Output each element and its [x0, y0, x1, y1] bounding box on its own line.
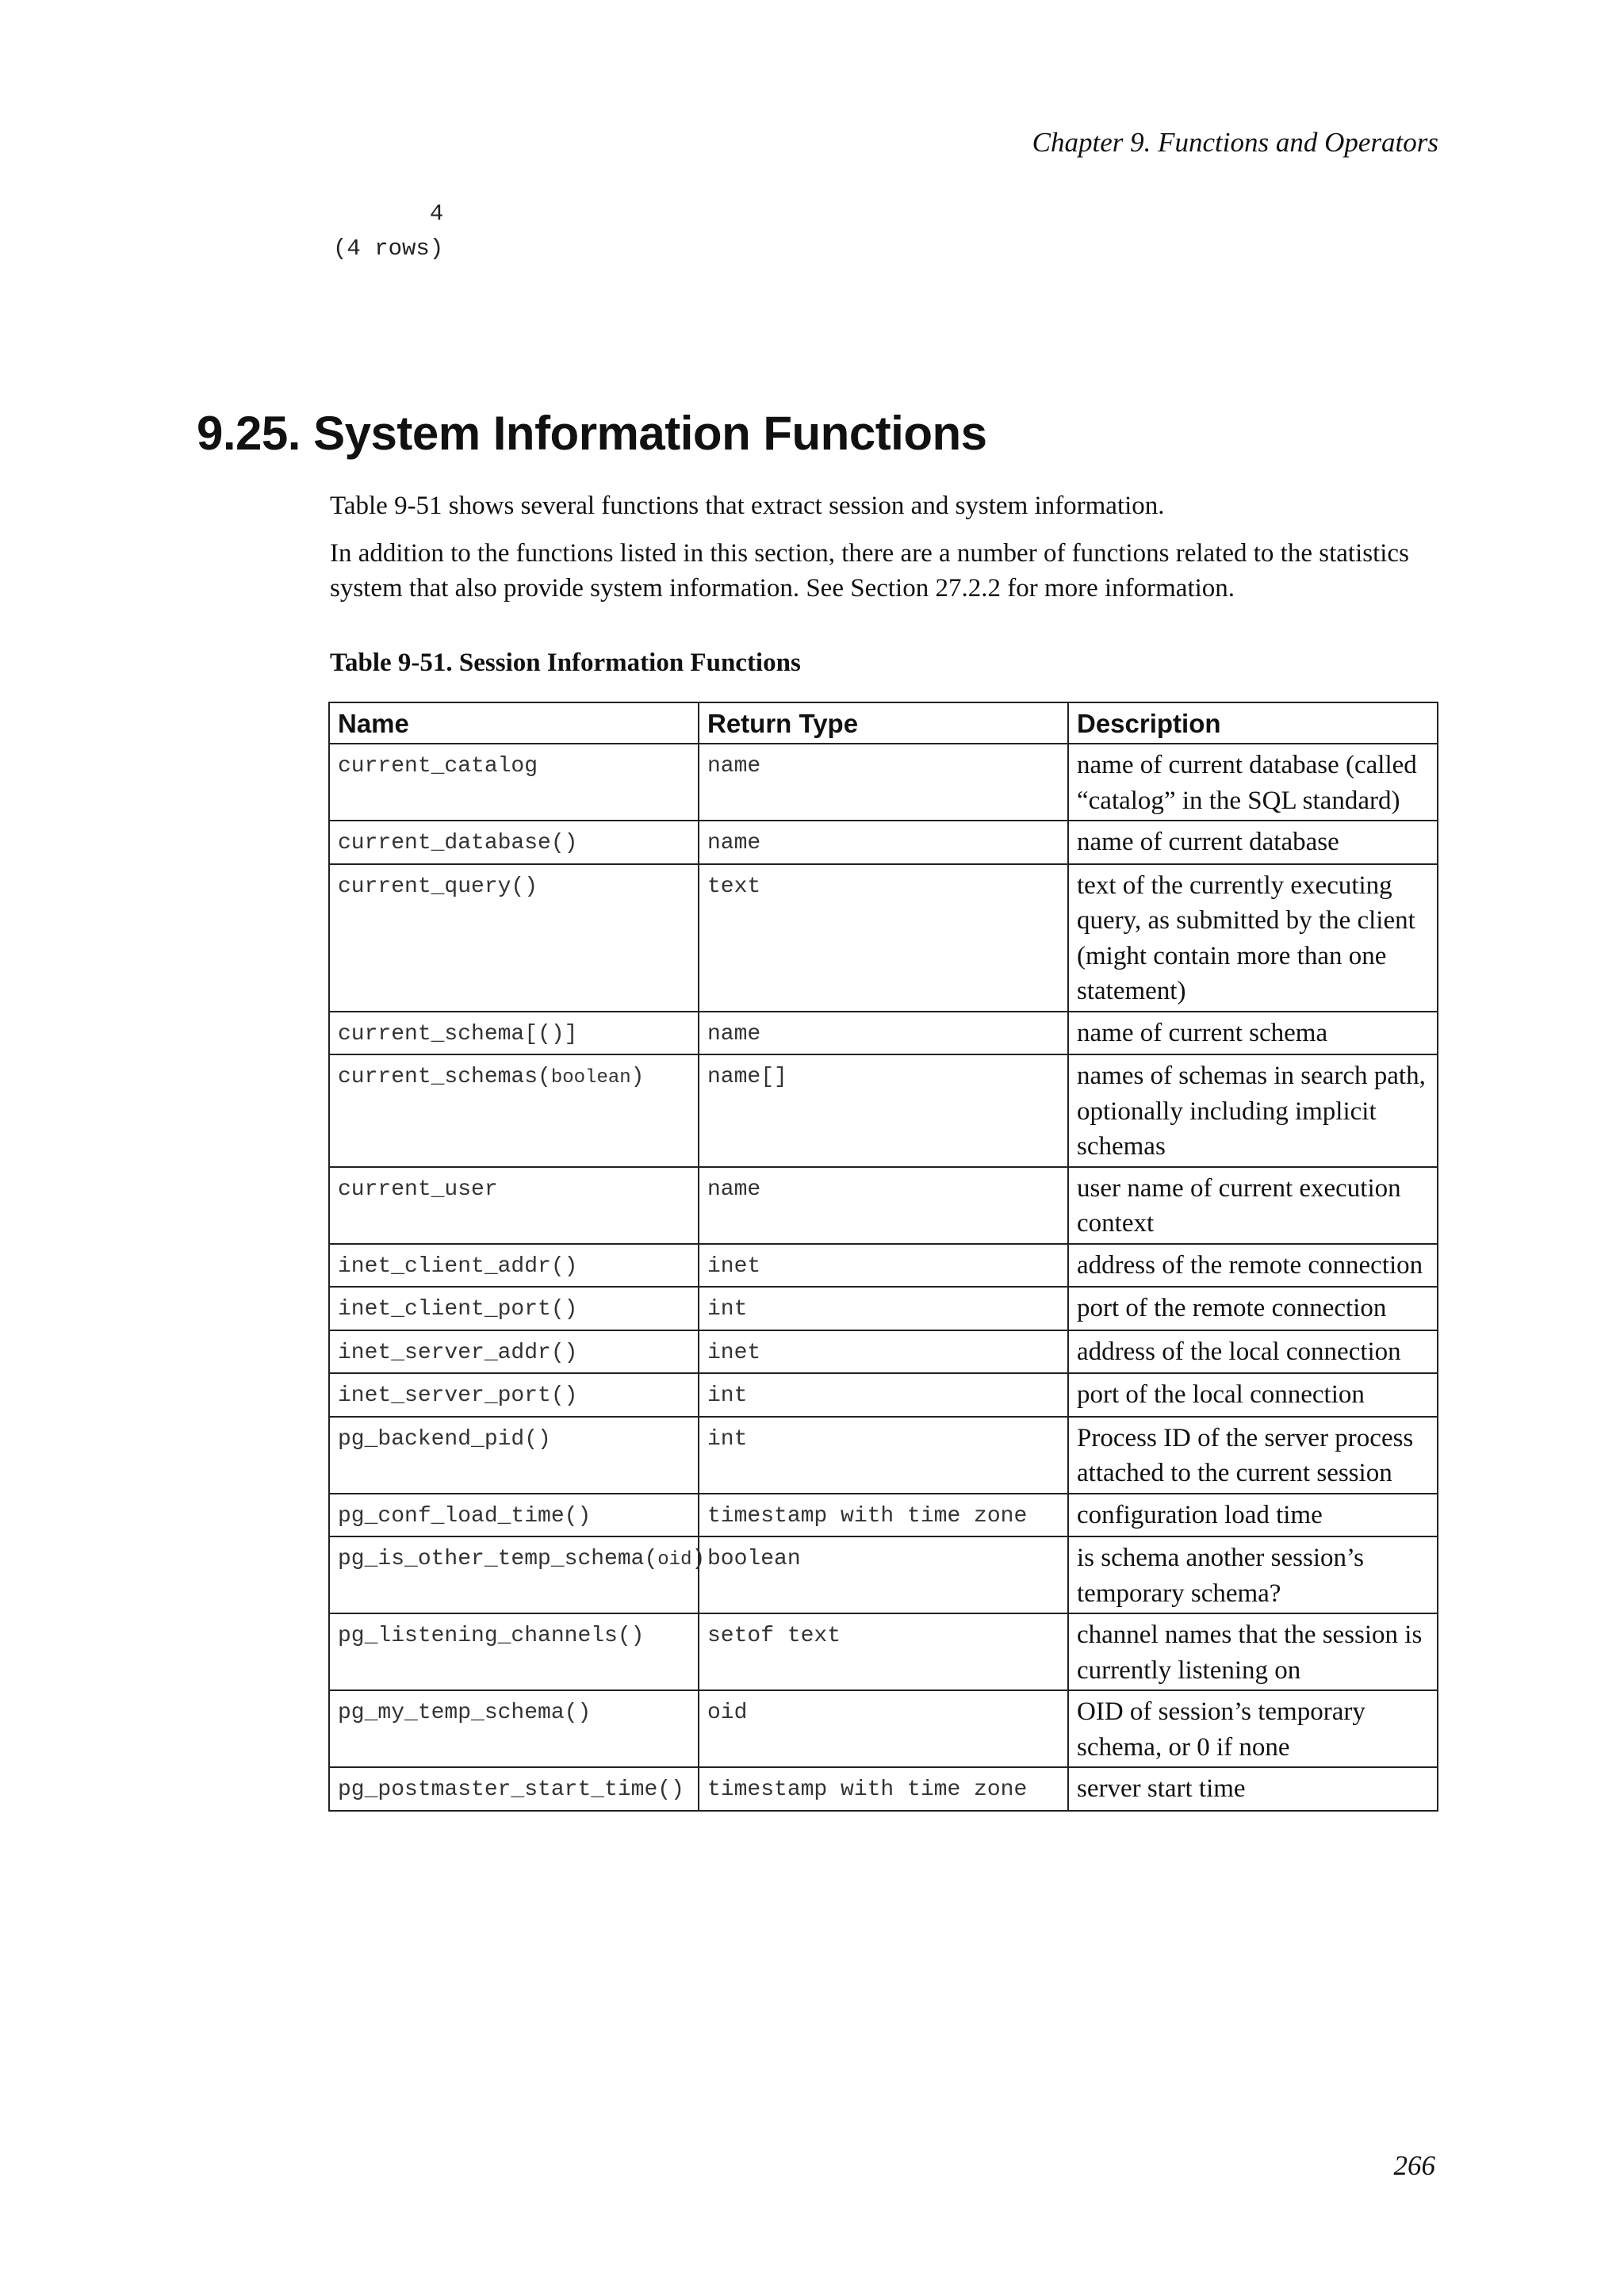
- function-name-cell: [329, 1373, 699, 1417]
- table-row: [329, 1690, 1438, 1767]
- function-name: pg_backend_pid(): [338, 1426, 551, 1452]
- function-name: current_query(): [338, 874, 538, 899]
- table-header-row: [329, 702, 1438, 744]
- function-name-cell: [329, 1767, 699, 1811]
- function-name-cell: [329, 1536, 706, 1613]
- table-row: [329, 1330, 1438, 1374]
- function-name: current_schema[()]: [338, 1021, 578, 1047]
- return-type-cell: oid: [699, 1690, 1068, 1767]
- description-cell: text of the currently executing query, as submitted by the client (might contain more than one statement): [1068, 864, 1438, 1012]
- return-type-cell: int: [699, 1287, 1068, 1330]
- header-description: Description: [1068, 702, 1438, 744]
- table-row: [329, 1244, 1438, 1288]
- function-name: pg_conf_load_time(): [338, 1503, 592, 1529]
- description-cell: user name of current execution context: [1068, 1167, 1438, 1244]
- table-row: [329, 1167, 1438, 1244]
- function-name-cell: [329, 821, 699, 864]
- return-type-cell: name: [699, 1167, 1068, 1244]
- function-name-cell: [329, 1613, 699, 1690]
- function-name-cell: [329, 1054, 699, 1167]
- intro-paragraph: Table 9-51 shows several functions that extract session and system information.: [330, 492, 1165, 520]
- function-name-cell: [329, 1244, 699, 1288]
- description-cell: OID of session’s temporary schema, or 0 if none: [1068, 1690, 1438, 1767]
- return-type-cell: text: [699, 864, 1068, 1012]
- function-name-cell: [329, 1012, 699, 1055]
- table-row: [329, 821, 1438, 864]
- table-row: [329, 1012, 1438, 1055]
- function-name: current_schemas(: [338, 1065, 551, 1089]
- function-name: current_catalog: [338, 754, 538, 779]
- return-type-cell: int: [699, 1373, 1068, 1417]
- return-type-cell: name: [699, 821, 1068, 864]
- function-name-cell: [329, 1690, 699, 1767]
- return-type-cell: inet: [699, 1330, 1068, 1374]
- table-row: [329, 1536, 1438, 1613]
- return-type-cell: name: [699, 744, 1068, 821]
- running-header: Chapter 9. Functions and Operators: [1032, 127, 1438, 158]
- table-row: [329, 1287, 1438, 1330]
- table-row: [329, 1494, 1438, 1537]
- session-information-table: [328, 702, 1438, 1812]
- function-closing-paren: ): [691, 1547, 706, 1571]
- function-name-cell: [329, 1494, 699, 1537]
- code-line: 4: [333, 201, 444, 227]
- return-type-cell: inet: [699, 1244, 1068, 1288]
- return-type-cell: setof text: [699, 1613, 1068, 1690]
- description-cell: name of current database (called “catalog” in the SQL standard): [1068, 744, 1438, 821]
- return-type-cell: name[]: [699, 1054, 1068, 1167]
- return-type-cell: name: [699, 1012, 1068, 1055]
- function-argument: oid: [657, 1549, 692, 1571]
- return-type-cell: timestamp with time zone: [699, 1494, 1068, 1537]
- description-cell: address of the local connection: [1068, 1330, 1438, 1374]
- function-name-cell: [329, 1417, 699, 1494]
- function-name: pg_postmaster_start_time(): [338, 1777, 684, 1802]
- description-cell: name of current schema: [1068, 1012, 1438, 1055]
- table-row: [329, 1613, 1438, 1690]
- function-name: current_database(): [338, 831, 578, 855]
- function-name: pg_my_temp_schema(): [338, 1701, 592, 1725]
- description-cell: Process ID of the server process attached to the current session: [1068, 1417, 1438, 1494]
- description-cell: configuration load time: [1068, 1494, 1438, 1537]
- function-name: pg_is_other_temp_schema(: [338, 1547, 658, 1571]
- table-row: [329, 744, 1438, 821]
- code-line: (4 rows): [333, 235, 444, 262]
- statistics-paragraph: In addition to the functions listed in this section, there are a number of functions related to the statistics system that also provide system information. See Section 27.2.2 for more information.: [330, 539, 1409, 603]
- function-argument: boolean: [550, 1067, 631, 1089]
- function-name-cell: [329, 1287, 699, 1330]
- table-body: [329, 744, 1438, 1811]
- function-name-cell: [329, 1330, 699, 1374]
- table-title: Table 9-51. Session Information Functions: [330, 649, 801, 677]
- table-row: [329, 864, 1438, 1012]
- function-name: inet_server_addr(): [338, 1340, 578, 1365]
- function-name: inet_server_port(): [338, 1383, 578, 1408]
- function-name-cell: [329, 744, 699, 821]
- description-cell: is schema another session’s temporary schema?: [1068, 1536, 1438, 1613]
- function-name-cell: [329, 864, 699, 1012]
- code-block: [333, 197, 443, 266]
- table-row: [329, 1417, 1438, 1494]
- table-row: [329, 1767, 1438, 1811]
- description-cell: address of the remote connection: [1068, 1244, 1438, 1288]
- header-return-type: Return Type: [699, 702, 1068, 744]
- function-name-cell: [329, 1167, 699, 1244]
- description-cell: channel names that the session is currently listening on: [1068, 1613, 1438, 1690]
- return-type-cell: timestamp with time zone: [699, 1767, 1068, 1811]
- function-name: current_user: [338, 1177, 498, 1202]
- function-name: pg_listening_channels(): [338, 1624, 645, 1648]
- function-name: inet_client_port(): [338, 1297, 578, 1322]
- description-cell: name of current database: [1068, 821, 1438, 864]
- description-cell: names of schemas in search path, optionally including implicit schemas: [1068, 1054, 1438, 1167]
- section-title: 9.25. System Information Functions: [197, 407, 987, 460]
- table-row: [329, 1054, 1438, 1167]
- description-cell: port of the remote connection: [1068, 1287, 1438, 1330]
- return-type-cell: boolean: [699, 1536, 1068, 1613]
- description-cell: server start time: [1068, 1767, 1438, 1811]
- function-closing-paren: ): [630, 1065, 645, 1089]
- return-type-cell: int: [699, 1417, 1068, 1494]
- header-name: Name: [329, 702, 699, 744]
- page-number: 266: [1393, 2150, 1435, 2181]
- function-name: inet_client_addr(): [338, 1253, 578, 1279]
- table-row: [329, 1373, 1438, 1417]
- description-cell: port of the local connection: [1068, 1373, 1438, 1417]
